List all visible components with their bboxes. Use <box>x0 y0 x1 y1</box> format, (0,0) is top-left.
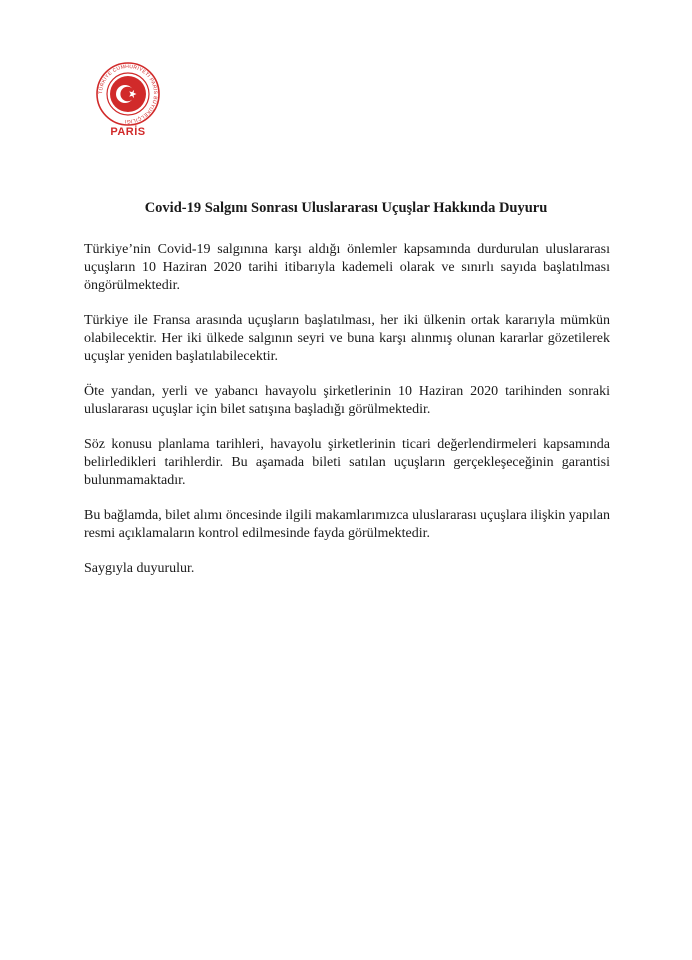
seal-ring-text: TÜRKİYE CUMHURİYETİ PARİS BÜYÜKELÇİLİĞİ <box>97 63 159 125</box>
paragraph-turkey-france: Türkiye ile Fransa arasında uçuşların başlatılması, her iki ülkenin ortak kararıyla mümkün olabilecektir. Her iki ülkede salgının seyri ve buna karşı alınmış olunan kararlar gözetilerek uçuşlar yeniden başlatılabilecektir. <box>84 313 610 364</box>
embassy-city: PARİS <box>110 126 146 138</box>
paragraph-official-statements: Bu bağlamda, bilet alımı öncesinde ilgili makamlarımızca uluslararası uçuşlara ilişkin yapılan resmi açıklamaların kontrol edilmesinde fayda görülmektedir. <box>84 508 611 541</box>
paragraph-planning-dates: Söz konusu planlama tarihleri, havayolu şirketlerinin ticari değerlendirmeleri kapsamında belirledikleri tarihlerdir. Bu aşamada bileti satılan uçuşların gerçekleşeceğinin garantisi bulunmamaktadır. <box>84 437 610 488</box>
closing-salutation: Saygıyla duyurulur. <box>84 561 195 576</box>
paragraph-ticket-sales: Öte yandan, yerli ve yabancı havayolu şirketlerinin 10 Haziran 2020 tarihinden sonraki uluslararası uçuşlar için bilet satışına başladığı görülmektedir. <box>84 384 610 417</box>
announcement-body <box>84 241 610 595</box>
paragraph-flight-suspension: Türkiye’nin Covid-19 salgınına karşı aldığı önlemler kapsamında durdurulan uluslararası uçuşların 10 Haziran 2020 tarihi itibarıyla kademeli olarak ve sınırlı sayıda başlatılması öngörülmektedir. <box>84 242 610 293</box>
announcement-title: Covid-19 Salgını Sonrası Uluslararası Uçuşlar Hakkında Duyuru <box>144 200 548 216</box>
embassy-seal <box>91 62 165 142</box>
crescent-star-seal-icon <box>91 62 165 126</box>
